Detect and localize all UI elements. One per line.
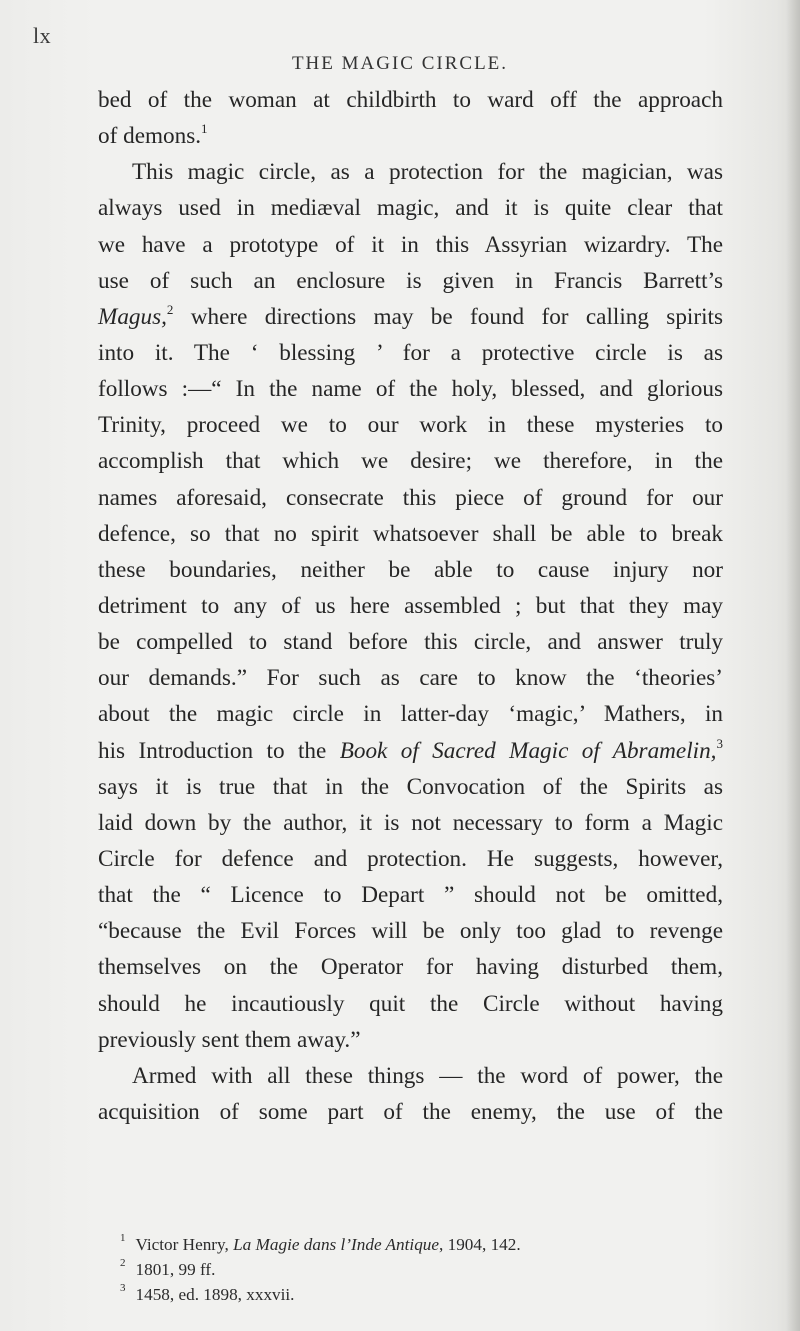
text-line: our demands.” For such as care to know the ‘theories’ — [98, 665, 723, 692]
page-number: lx — [33, 23, 52, 48]
text-line — [98, 118, 723, 154]
footnote-text: Victor Henry, — [135, 1235, 234, 1254]
footnote-mark: 2 — [120, 1257, 126, 1270]
footnote-ref: 1 — [201, 121, 208, 137]
text-line: Circle for defence and protection. He suggests, however, — [98, 845, 723, 872]
text-line: bed of the woman at childbirth to ward off the approach — [98, 87, 723, 113]
text-line — [98, 733, 723, 769]
text-line: says it is true that in the Convocation of the Spirits as — [98, 773, 723, 800]
footnote-mark: 1 — [120, 1232, 126, 1245]
footnote-ref: 2 — [166, 302, 174, 318]
text-fragment: where directions may be found for calling spirits — [173, 303, 723, 330]
text-line: This magic circle, as a protection for the magician, was — [132, 159, 723, 186]
text-line: acquisition of some part of the enemy, the use of the — [98, 1098, 723, 1125]
text-line — [98, 299, 723, 335]
page-header — [0, 0, 800, 90]
footnote-mark: 3 — [120, 1282, 126, 1295]
text-line: always used in mediæval magic, and it is quite clear that — [98, 195, 723, 222]
footnote — [120, 1282, 720, 1307]
body-text — [98, 82, 723, 1130]
text-line: be compelled to stand before this circle, and answer truly — [98, 629, 723, 656]
text-line: into it. The ‘ blessing ’ for a protective circle is as — [98, 339, 723, 366]
footnotes — [120, 1232, 720, 1307]
text-line: “because the Evil Forces will be only too glad to revenge — [98, 918, 723, 945]
text-line: previously sent them away.” — [98, 1026, 361, 1053]
footnote-ref: 3 — [716, 735, 723, 751]
text-line: Trinity, proceed we to our work in these mysteries to — [98, 412, 723, 439]
running-title: THE MAGIC CIRCLE. — [291, 53, 509, 74]
text-line: these boundaries, neither be able to cause injury nor — [98, 556, 723, 583]
text-line: Armed with all these things — the word of power, the — [132, 1062, 723, 1089]
text-line: follows :—“ In the name of the holy, blessed, and glorious — [98, 376, 723, 403]
page-edge-shadow — [786, 0, 800, 1331]
text-line: that the “ Licence to Depart ” should not be omitted, — [98, 882, 723, 909]
book-title: Book of Sacred Magic of Abramelin, — [339, 737, 717, 764]
text-line: laid down by the author, it is not necessary to form a Magic — [98, 809, 723, 836]
footnote — [120, 1232, 720, 1257]
text-line: should he incautiously quit the Circle without having — [98, 990, 723, 1017]
text-line: we have a prototype of it in this Assyrian wizardry. The — [98, 231, 723, 258]
footnote-text: , 1904, 142. — [439, 1235, 521, 1254]
text-line: detriment to any of us here assembled ; but that they may — [98, 592, 723, 619]
text-line: defence, so that no spirit whatsoever shall be able to break — [98, 520, 723, 547]
book-title: Magus, — [98, 303, 167, 330]
text-line: about the magic circle in latter-day ‘magic,’ Mathers, in — [98, 701, 723, 728]
text-line: accomplish that which we desire; we therefore, in the — [98, 448, 723, 475]
text-line: themselves on the Operator for having disturbed them, — [98, 954, 723, 981]
text-fragment: of demons. — [98, 123, 202, 150]
footnote-title: La Magie dans l’Inde Antique — [233, 1235, 440, 1254]
footnote — [120, 1257, 720, 1282]
text-fragment: his Introduction to the — [98, 737, 340, 764]
footnote-text: 1458, ed. 1898, xxxvii. — [135, 1285, 295, 1304]
text-line: names aforesaid, consecrate this piece of ground for our — [98, 484, 723, 511]
footnote-text: 1801, 99 ff. — [135, 1260, 216, 1279]
text-line: use of such an enclosure is given in Francis Barrett’s — [98, 267, 723, 294]
